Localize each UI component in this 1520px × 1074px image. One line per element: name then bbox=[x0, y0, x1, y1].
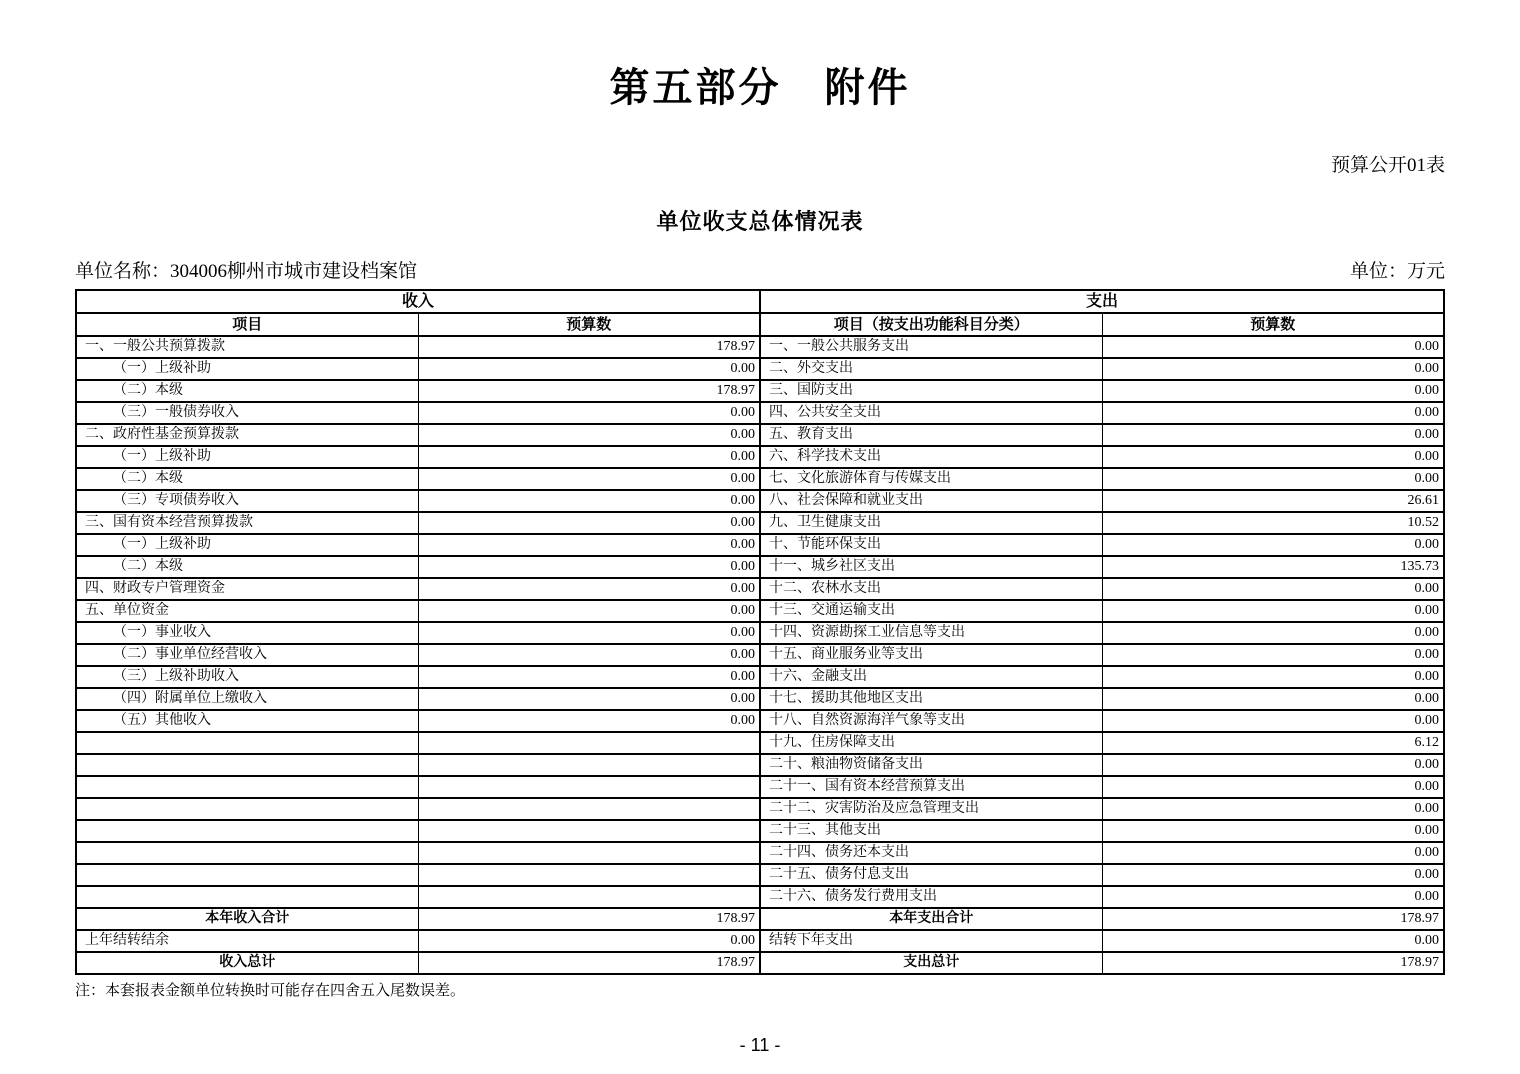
grand-total-row bbox=[76, 952, 1444, 974]
table-row bbox=[76, 666, 1444, 688]
expense-total-label: 本年支出合计 bbox=[760, 908, 1102, 930]
budget-table-head bbox=[76, 290, 1444, 336]
income-value-cell: 0.00 bbox=[418, 600, 760, 622]
income-value-cell bbox=[418, 732, 760, 754]
expense-total-value: 178.97 bbox=[1102, 908, 1444, 930]
expense-value-cell: 0.00 bbox=[1102, 578, 1444, 600]
income-item-cell bbox=[76, 776, 418, 798]
table-title: 单位收支总体情况表 bbox=[656, 209, 864, 234]
income-value-cell bbox=[418, 886, 760, 908]
income-value-cell: 0.00 bbox=[418, 578, 760, 600]
table-row bbox=[76, 732, 1444, 754]
income-item-cell: （五）其他收入 bbox=[76, 710, 418, 732]
income-value-cell: 178.97 bbox=[418, 336, 760, 358]
table-row bbox=[76, 600, 1444, 622]
expense-budget-column-header: 预算数 bbox=[1102, 313, 1444, 336]
table-row bbox=[76, 820, 1444, 842]
income-section-header: 收入 bbox=[76, 290, 760, 313]
expense-item-cell: 三、国防支出 bbox=[760, 380, 1102, 402]
table-label: 预算公开01表 bbox=[1330, 155, 1445, 176]
expense-item-cell: 八、社会保障和就业支出 bbox=[760, 490, 1102, 512]
income-item-cell: （二）本级 bbox=[76, 468, 418, 490]
income-value-cell bbox=[418, 776, 760, 798]
expense-item-cell: 十、节能环保支出 bbox=[760, 534, 1102, 556]
expense-item-cell: 四、公共安全支出 bbox=[760, 402, 1102, 424]
income-item-cell: 二、政府性基金预算拨款 bbox=[76, 424, 418, 446]
expense-item-cell: 二十二、灾害防治及应急管理支出 bbox=[760, 798, 1102, 820]
expense-value-cell: 0.00 bbox=[1102, 468, 1444, 490]
expense-item-cell: 十一、城乡社区支出 bbox=[760, 556, 1102, 578]
table-row bbox=[76, 556, 1444, 578]
income-item-cell bbox=[76, 842, 418, 864]
expense-value-cell: 0.00 bbox=[1102, 380, 1444, 402]
income-item-cell bbox=[76, 754, 418, 776]
income-item-cell: （二）事业单位经营收入 bbox=[76, 644, 418, 666]
expense-section-header: 支出 bbox=[760, 290, 1444, 313]
table-row bbox=[76, 534, 1444, 556]
expense-item-cell: 二十、粮油物资储备支出 bbox=[760, 754, 1102, 776]
table-row bbox=[76, 776, 1444, 798]
expense-item-cell: 十四、资源勘探工业信息等支出 bbox=[760, 622, 1102, 644]
expense-value-cell: 135.73 bbox=[1102, 556, 1444, 578]
income-item-cell bbox=[76, 886, 418, 908]
annual-total-row bbox=[76, 908, 1444, 930]
expense-item-cell: 十九、住房保障支出 bbox=[760, 732, 1102, 754]
income-value-cell bbox=[418, 842, 760, 864]
expense-value-cell: 0.00 bbox=[1102, 798, 1444, 820]
expense-carryover-value: 0.00 bbox=[1102, 930, 1444, 952]
expense-item-cell: 二、外交支出 bbox=[760, 358, 1102, 380]
income-value-cell: 0.00 bbox=[418, 534, 760, 556]
table-row bbox=[76, 842, 1444, 864]
income-item-column-header: 项目 bbox=[76, 313, 418, 336]
budget-table bbox=[75, 289, 1445, 975]
table-note: 注：本套报表金额单位转换时可能存在四舍五入尾数误差。 bbox=[75, 983, 466, 999]
expense-value-cell: 0.00 bbox=[1102, 600, 1444, 622]
income-item-cell: （三）一般债券收入 bbox=[76, 402, 418, 424]
income-value-cell: 0.00 bbox=[418, 446, 760, 468]
income-item-cell: （二）本级 bbox=[76, 556, 418, 578]
expense-value-cell: 0.00 bbox=[1102, 424, 1444, 446]
income-total-value: 178.97 bbox=[418, 908, 760, 930]
table-row bbox=[76, 644, 1444, 666]
column-header-row bbox=[76, 313, 1444, 336]
expense-item-cell: 一、一般公共服务支出 bbox=[760, 336, 1102, 358]
expense-value-cell: 0.00 bbox=[1102, 534, 1444, 556]
expense-grand-total-label: 支出总计 bbox=[760, 952, 1102, 974]
table-row bbox=[76, 402, 1444, 424]
income-item-cell: 三、国有资本经营预算拨款 bbox=[76, 512, 418, 534]
income-value-cell: 0.00 bbox=[418, 710, 760, 732]
income-item-cell: （一）上级补助 bbox=[76, 534, 418, 556]
income-value-cell: 0.00 bbox=[418, 358, 760, 380]
expense-item-cell: 九、卫生健康支出 bbox=[760, 512, 1102, 534]
expense-value-cell: 0.00 bbox=[1102, 842, 1444, 864]
unit-name: 单位名称：304006柳州市城市建设档案馆 bbox=[75, 261, 418, 282]
expense-value-cell: 0.00 bbox=[1102, 644, 1444, 666]
expense-value-cell: 0.00 bbox=[1102, 336, 1444, 358]
income-value-cell: 0.00 bbox=[418, 556, 760, 578]
expense-carryover-label: 结转下年支出 bbox=[760, 930, 1102, 952]
table-row bbox=[76, 754, 1444, 776]
table-row bbox=[76, 446, 1444, 468]
table-row bbox=[76, 710, 1444, 732]
table-row bbox=[76, 358, 1444, 380]
income-value-cell: 0.00 bbox=[418, 622, 760, 644]
income-carryover-value: 0.00 bbox=[418, 930, 760, 952]
page-title: 第五部分 附件 bbox=[609, 66, 911, 110]
table-row bbox=[76, 490, 1444, 512]
expense-value-cell: 0.00 bbox=[1102, 710, 1444, 732]
income-value-cell bbox=[418, 754, 760, 776]
income-item-cell: 五、单位资金 bbox=[76, 600, 418, 622]
table-row bbox=[76, 512, 1444, 534]
income-item-cell: （一）上级补助 bbox=[76, 358, 418, 380]
income-grand-total-value: 178.97 bbox=[418, 952, 760, 974]
expense-item-cell: 五、教育支出 bbox=[760, 424, 1102, 446]
income-total-label: 本年收入合计 bbox=[76, 908, 418, 930]
expense-value-cell: 0.00 bbox=[1102, 402, 1444, 424]
section-header-row bbox=[76, 290, 1444, 313]
expense-item-cell: 十八、自然资源海洋气象等支出 bbox=[760, 710, 1102, 732]
table-row bbox=[76, 468, 1444, 490]
income-item-cell: 一、一般公共预算拨款 bbox=[76, 336, 418, 358]
income-budget-column-header: 预算数 bbox=[418, 313, 760, 336]
expense-item-cell: 十三、交通运输支出 bbox=[760, 600, 1102, 622]
budget-table-foot bbox=[76, 908, 1444, 974]
expense-item-cell: 七、文化旅游体育与传媒支出 bbox=[760, 468, 1102, 490]
expense-value-cell: 0.00 bbox=[1102, 622, 1444, 644]
expense-value-cell: 0.00 bbox=[1102, 776, 1444, 798]
income-item-cell bbox=[76, 798, 418, 820]
income-value-cell: 0.00 bbox=[418, 402, 760, 424]
income-value-cell: 0.00 bbox=[418, 644, 760, 666]
table-meta-row bbox=[75, 256, 1445, 283]
table-row bbox=[76, 622, 1444, 644]
expense-value-cell: 0.00 bbox=[1102, 688, 1444, 710]
income-value-cell: 0.00 bbox=[418, 468, 760, 490]
expense-value-cell: 26.61 bbox=[1102, 490, 1444, 512]
income-item-cell: （三）上级补助收入 bbox=[76, 666, 418, 688]
carryover-row bbox=[76, 930, 1444, 952]
income-item-cell: （三）专项债券收入 bbox=[76, 490, 418, 512]
income-item-cell bbox=[76, 732, 418, 754]
expense-item-cell: 十七、援助其他地区支出 bbox=[760, 688, 1102, 710]
expense-item-cell: 六、科学技术支出 bbox=[760, 446, 1102, 468]
table-row bbox=[76, 798, 1444, 820]
income-value-cell: 0.00 bbox=[418, 512, 760, 534]
income-grand-total-label: 收入总计 bbox=[76, 952, 418, 974]
expense-item-cell: 二十一、国有资本经营预算支出 bbox=[760, 776, 1102, 798]
expense-value-cell: 0.00 bbox=[1102, 886, 1444, 908]
expense-item-cell: 二十五、债务付息支出 bbox=[760, 864, 1102, 886]
table-row bbox=[76, 864, 1444, 886]
expense-grand-total-value: 178.97 bbox=[1102, 952, 1444, 974]
income-item-cell: 四、财政专户管理资金 bbox=[76, 578, 418, 600]
income-value-cell bbox=[418, 864, 760, 886]
unit-of-measure: 单位：万元 bbox=[1349, 261, 1445, 282]
table-row bbox=[76, 578, 1444, 600]
income-value-cell: 178.97 bbox=[418, 380, 760, 402]
expense-item-column-header: 项目（按支出功能科目分类） bbox=[760, 313, 1102, 336]
table-row bbox=[76, 688, 1444, 710]
page-number: - 11 - bbox=[739, 1035, 781, 1055]
expense-item-cell: 十六、金融支出 bbox=[760, 666, 1102, 688]
expense-item-cell: 十二、农林水支出 bbox=[760, 578, 1102, 600]
income-value-cell: 0.00 bbox=[418, 490, 760, 512]
expense-item-cell: 十五、商业服务业等支出 bbox=[760, 644, 1102, 666]
expense-value-cell: 10.52 bbox=[1102, 512, 1444, 534]
expense-value-cell: 6.12 bbox=[1102, 732, 1444, 754]
income-item-cell: （一）上级补助 bbox=[76, 446, 418, 468]
expense-value-cell: 0.00 bbox=[1102, 358, 1444, 380]
income-item-cell: （二）本级 bbox=[76, 380, 418, 402]
income-carryover-label: 上年结转结余 bbox=[76, 930, 418, 952]
expense-value-cell: 0.00 bbox=[1102, 446, 1444, 468]
income-item-cell bbox=[76, 864, 418, 886]
income-value-cell: 0.00 bbox=[418, 688, 760, 710]
income-value-cell: 0.00 bbox=[418, 424, 760, 446]
expense-value-cell: 0.00 bbox=[1102, 864, 1444, 886]
income-value-cell bbox=[418, 798, 760, 820]
table-row bbox=[76, 424, 1444, 446]
table-row bbox=[76, 336, 1444, 358]
expense-value-cell: 0.00 bbox=[1102, 754, 1444, 776]
budget-table-body bbox=[76, 336, 1444, 908]
expense-item-cell: 二十三、其他支出 bbox=[760, 820, 1102, 842]
expense-item-cell: 二十六、债务发行费用支出 bbox=[760, 886, 1102, 908]
income-item-cell: （四）附属单位上缴收入 bbox=[76, 688, 418, 710]
expense-value-cell: 0.00 bbox=[1102, 666, 1444, 688]
income-item-cell: （一）事业收入 bbox=[76, 622, 418, 644]
income-item-cell bbox=[76, 820, 418, 842]
expense-item-cell: 二十四、债务还本支出 bbox=[760, 842, 1102, 864]
income-value-cell: 0.00 bbox=[418, 666, 760, 688]
expense-value-cell: 0.00 bbox=[1102, 820, 1444, 842]
income-value-cell bbox=[418, 820, 760, 842]
table-row bbox=[76, 380, 1444, 402]
table-row bbox=[76, 886, 1444, 908]
